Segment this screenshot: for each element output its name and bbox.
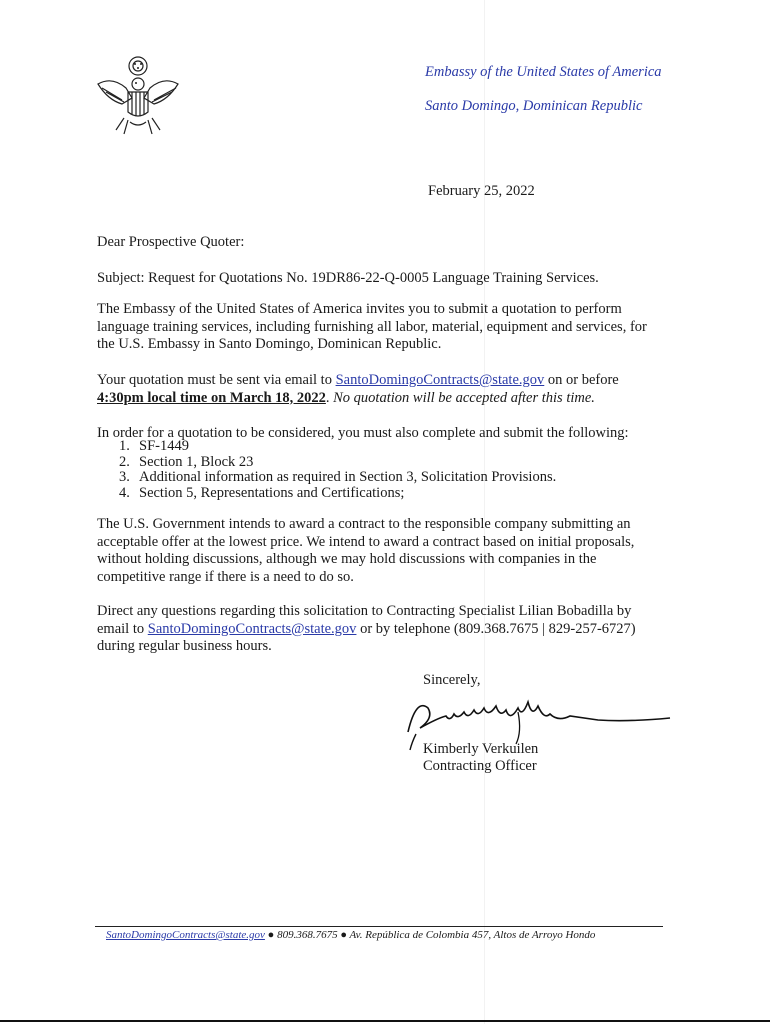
signer-name: Kimberly Verkuilen bbox=[423, 741, 539, 757]
questions-email-link[interactable]: SantoDomingoContracts@state.gov bbox=[147, 620, 357, 637]
deadline-time: 4:30pm local time on March 18, 2022 bbox=[97, 389, 326, 406]
questions-prefix: Direct any questions regarding this solicitation to Contracting Specialist Lilian Bobadilla by email to bbox=[97, 603, 632, 637]
list-text: Section 1, Block 23 bbox=[139, 453, 254, 470]
list-number: 1. bbox=[119, 438, 130, 454]
closing: Sincerely, bbox=[423, 672, 481, 688]
requirements-list bbox=[119, 439, 556, 501]
requirements-intro: In order for a quotation to be considered, you must also complete and submit the following: bbox=[97, 425, 629, 441]
embassy-name: Embassy of the United States of America bbox=[425, 64, 662, 80]
signer-block bbox=[423, 741, 538, 775]
deadline-prefix: Your quotation must be sent via email to bbox=[97, 372, 336, 388]
signer-title: Contracting Officer bbox=[423, 758, 537, 774]
deadline-period: . bbox=[325, 389, 330, 406]
list-text: Section 5, Representations and Certifications; bbox=[139, 484, 405, 501]
footer-phone: 809.368.7675 bbox=[277, 929, 338, 941]
footer-divider bbox=[95, 926, 663, 927]
contracts-email-link[interactable]: SantoDomingoContracts@state.gov bbox=[335, 372, 545, 388]
deadline-paragraph bbox=[97, 372, 657, 407]
scan-edge bbox=[0, 1020, 770, 1022]
footer-address: Av. República de Colombia 457, Altos de Arroyo Hondo bbox=[349, 929, 596, 941]
questions-paragraph bbox=[97, 603, 652, 656]
great-seal-icon bbox=[92, 54, 184, 140]
list-item bbox=[119, 439, 556, 455]
list-item bbox=[119, 486, 556, 502]
award-intent-paragraph: The U.S. Government intends to award a contract to the responsible company submitting an acceptable offer at the lowest price. We intend to award a contract based on initial proposals, without holding discussions, although we may hold discussions with companies in the competitive range if there is a need to do so. bbox=[97, 516, 635, 585]
list-number: 3. bbox=[119, 469, 130, 485]
subject-line: Subject: Request for Quotations No. 19DR86-22-Q-0005 Language Training Services. bbox=[97, 270, 599, 286]
embassy-location: Santo Domingo, Dominican Republic bbox=[425, 98, 643, 114]
salutation: Dear Prospective Quoter: bbox=[97, 234, 245, 250]
list-number: 2. bbox=[119, 453, 130, 470]
bullet-icon: ● bbox=[340, 929, 347, 941]
questions-suffix: or by telephone (809.368.7675 | 829-257-6727) during regular business hours. bbox=[97, 620, 636, 654]
list-item bbox=[119, 455, 556, 471]
footer bbox=[106, 929, 595, 941]
bullet-icon: ● bbox=[267, 929, 275, 941]
footer-email-link[interactable]: SantoDomingoContracts@state.gov bbox=[106, 929, 265, 941]
invitation-paragraph: The Embassy of the United States of America invites you to submit a quotation to perform language training services, including furnishing all labor, material, equipment and services, for the U.S. Embassy in Santo Domingo, Dominican Republic. bbox=[97, 301, 647, 352]
deadline-suffix: on or before bbox=[544, 372, 619, 388]
letter-date: February 25, 2022 bbox=[428, 183, 535, 199]
list-item bbox=[119, 470, 556, 486]
fold-line bbox=[484, 0, 485, 1024]
list-number: 4. bbox=[119, 484, 130, 501]
deadline-note: No quotation will be accepted after this time. bbox=[329, 389, 595, 406]
list-text: Additional information as required in Section 3, Solicitation Provisions. bbox=[139, 469, 557, 485]
list-text: SF-1449 bbox=[139, 438, 189, 454]
